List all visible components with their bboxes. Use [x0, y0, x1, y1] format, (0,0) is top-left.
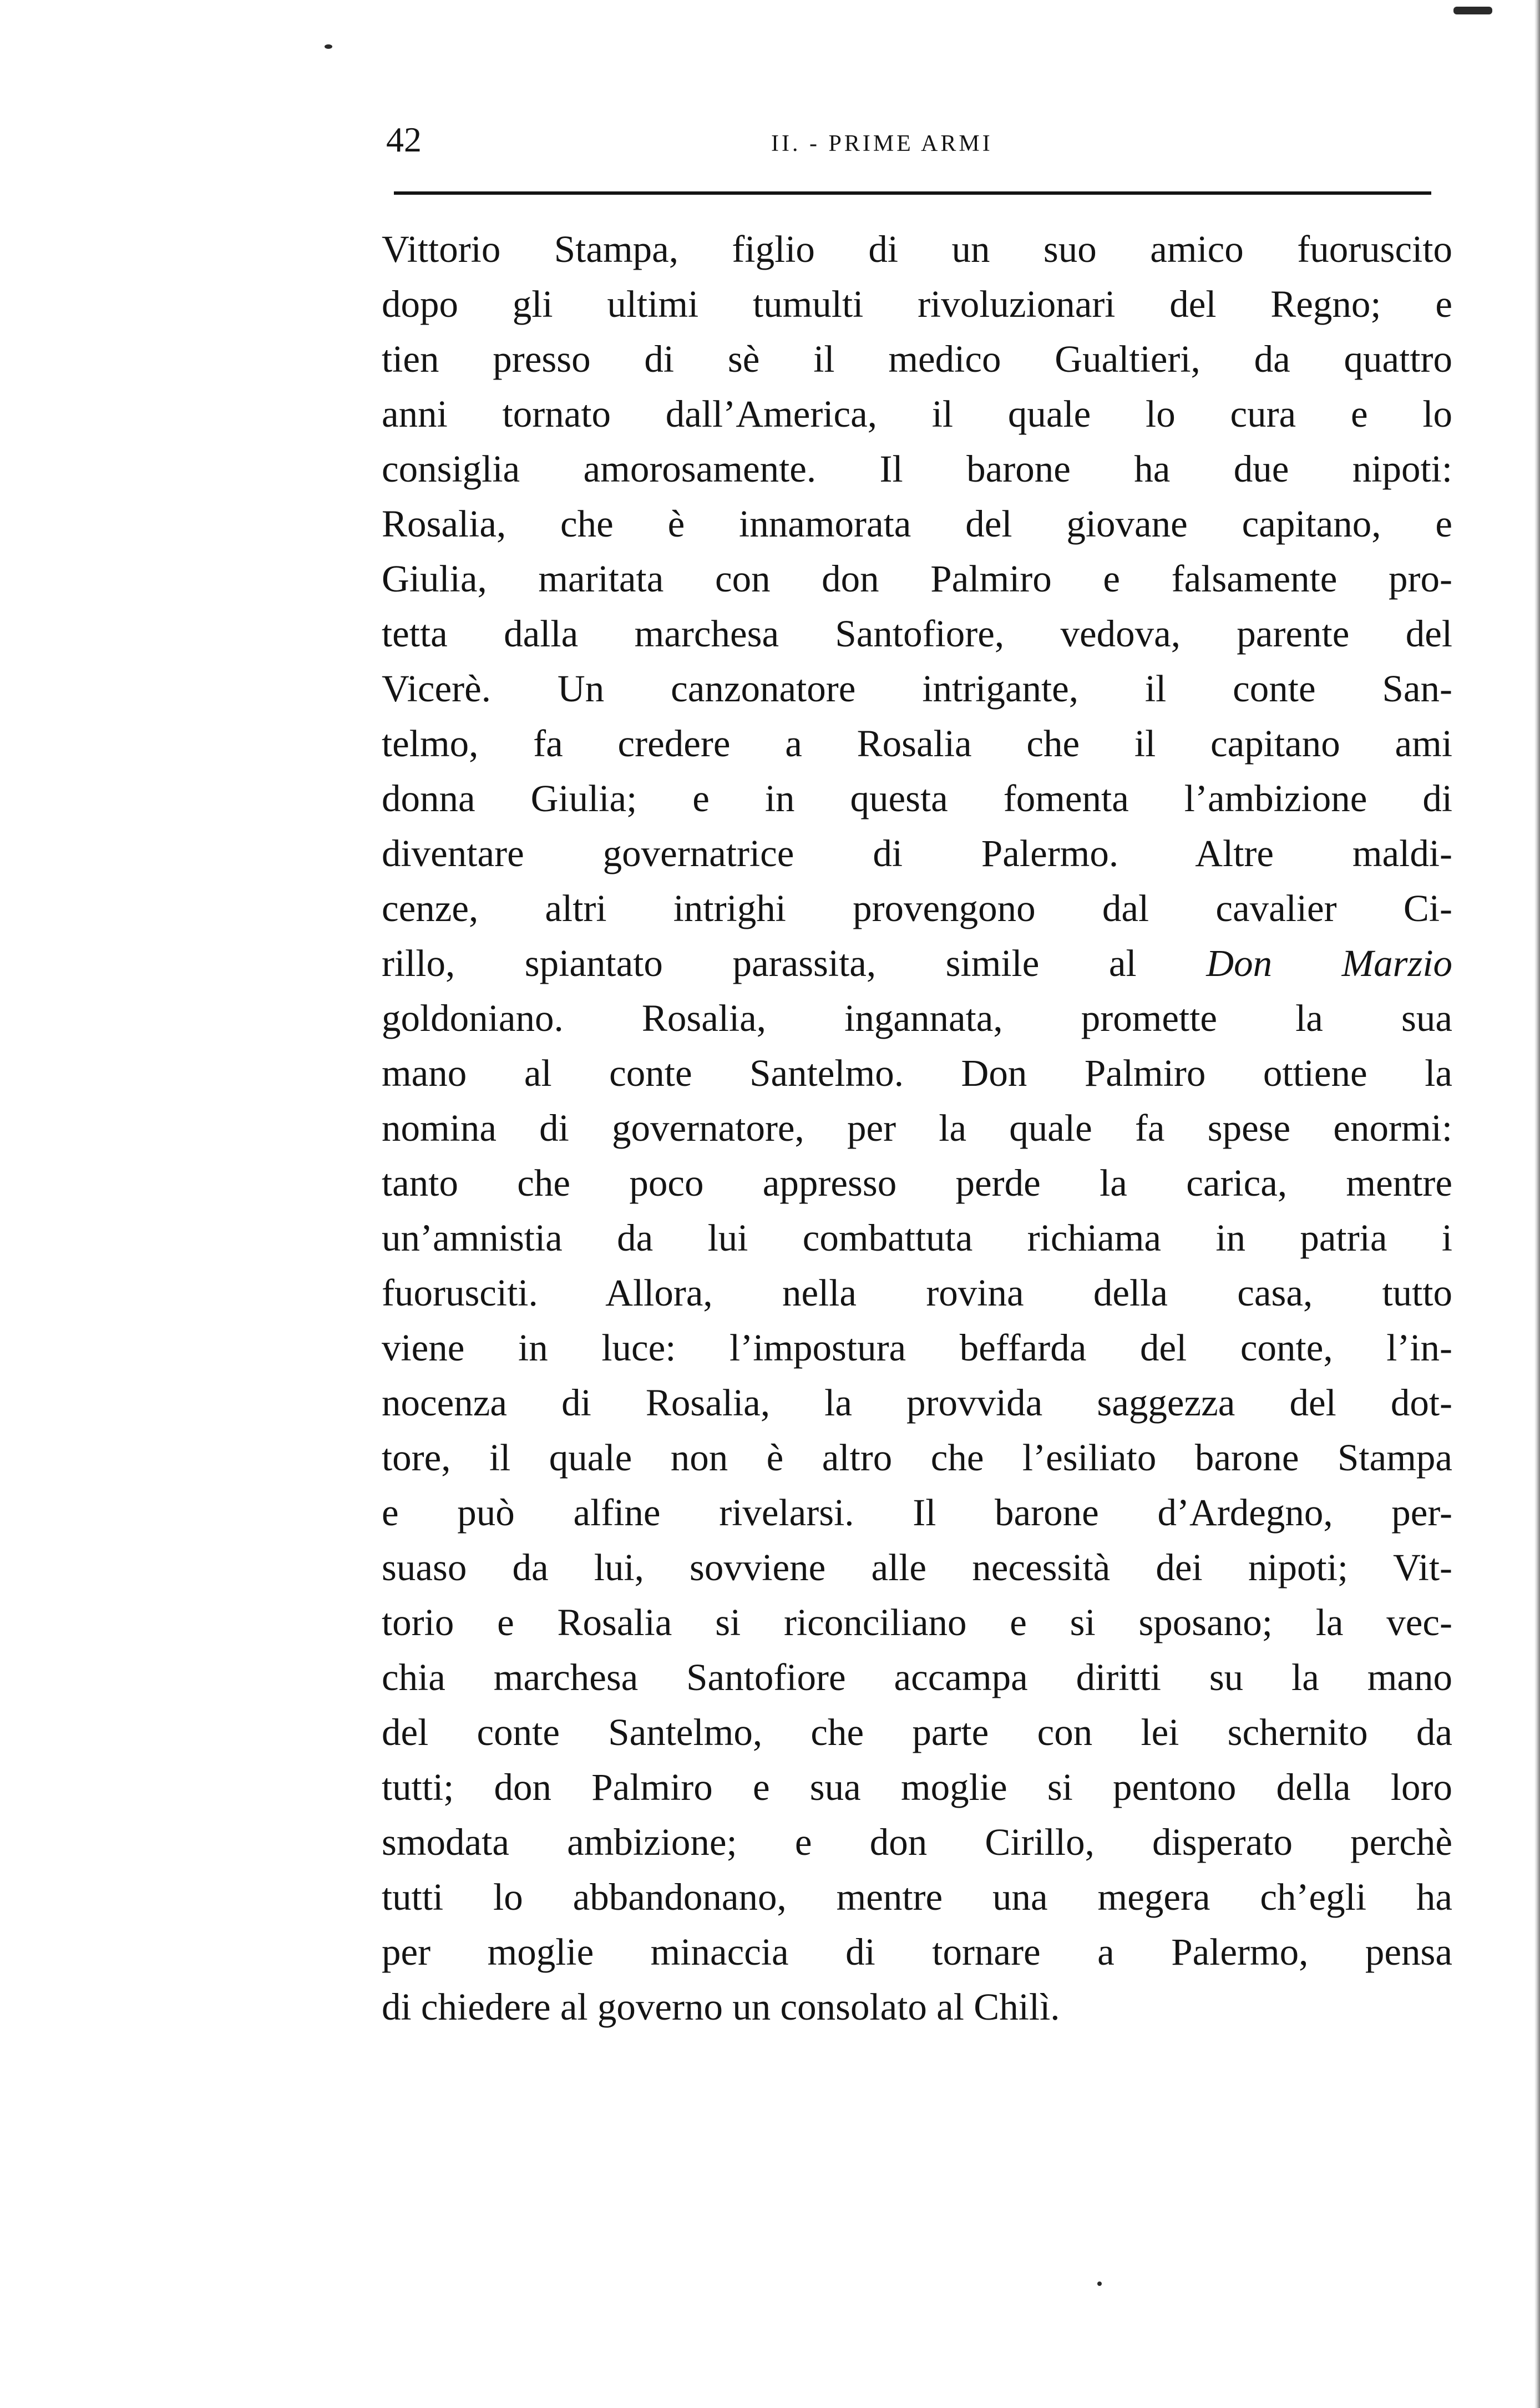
text-line: tetta dalla marchesa Santofiore, vedova, parente del	[382, 613, 1452, 655]
text-line: tore, il quale non è altro che l’esiliato barone Stampa	[382, 1436, 1452, 1479]
text-line: cenze, altri intrighi provengono dal cavalier Ci-	[382, 887, 1452, 929]
text-line: Vittorio Stampa, figlio di un suo amico fuoruscito	[382, 228, 1452, 270]
text-line: Rosalia, che è innamorata del giovane capitano, e	[382, 503, 1452, 545]
text-line: tanto che poco appresso perde la carica, mentre	[382, 1162, 1452, 1204]
scan-edge	[1534, 0, 1540, 2408]
scan-speck	[1453, 7, 1492, 14]
text-line: chia marchesa Santofiore accampa diritti su la mano	[382, 1656, 1452, 1698]
scan-speck	[1097, 2281, 1102, 2286]
text-line-segment: rillo, spiantato parassita, simile al	[382, 942, 1137, 984]
text-line: per moglie minaccia di tornare a Palermo, pensa	[382, 1931, 1452, 1973]
text-line: telmo, fa credere a Rosalia che il capitano ami	[382, 722, 1452, 765]
header-rule	[394, 191, 1431, 195]
text-line: di chiedere al governo un consolato al Chilì.	[382, 1986, 1060, 2028]
text-line: nocenza di Rosalia, la provvida saggezza del dot-	[382, 1382, 1452, 1424]
text-line: anni tornato dall’America, il quale lo cura e lo	[382, 393, 1452, 435]
text-line: Giulia, maritata con don Palmiro e falsamente pro-	[382, 558, 1452, 600]
text-line: goldoniano. Rosalia, ingannata, promette la sua	[382, 997, 1452, 1039]
text-line: tien presso di sè il medico Gualtieri, da quattro	[382, 338, 1452, 380]
scan-speck	[325, 44, 332, 49]
page-header	[383, 117, 1437, 166]
text-line: consiglia amorosamente. Il barone ha due nipoti:	[382, 448, 1452, 490]
running-head: II. - PRIME ARMI	[771, 131, 993, 156]
text-line: nomina di governatore, per la quale fa spese enormi:	[382, 1107, 1452, 1149]
text-line: un’amnistia da lui combattuta richiama in patria i	[382, 1217, 1452, 1259]
page-number: 42	[386, 120, 422, 159]
text-line: e può alfine rivelarsi. Il barone d’Ardegno, per-	[382, 1491, 1452, 1534]
text-line: del conte Santelmo, che parte con lei schernito da	[382, 1711, 1452, 1753]
text-line: donna Giulia; e in questa fomenta l’ambizione di	[382, 777, 1452, 819]
text-line: diventare governatrice di Palermo. Altre maldi-	[382, 832, 1452, 874]
text-line: viene in luce: l’impostura beffarda del conte, l’in-	[382, 1327, 1452, 1369]
text-line-with-italic-title	[382, 936, 1452, 991]
body-text	[382, 222, 1452, 2035]
text-line: suaso da lui, sovviene alle necessità dei nipoti; Vit-	[382, 1546, 1452, 1589]
text-line: dopo gli ultimi tumulti rivoluzionari del Regno; e	[382, 283, 1452, 325]
text-line: fuorusciti. Allora, nella rovina della casa, tutto	[382, 1272, 1452, 1314]
text-line: smodata ambizione; e don Cirillo, disperato perchè	[382, 1821, 1452, 1863]
text-line: tutti; don Palmiro e sua moglie si pentono della loro	[382, 1766, 1452, 1808]
text-line: mano al conte Santelmo. Don Palmiro ottiene la	[382, 1052, 1452, 1094]
text-line: tutti lo abbandonano, mentre una megera ch’egli ha	[382, 1876, 1452, 1918]
italic-title: Don Marzio	[1206, 942, 1452, 984]
text-line: Vicerè. Un canzonatore intrigante, il conte San-	[382, 667, 1452, 710]
text-line: torio e Rosalia si riconciliano e si sposano; la vec-	[382, 1601, 1452, 1643]
